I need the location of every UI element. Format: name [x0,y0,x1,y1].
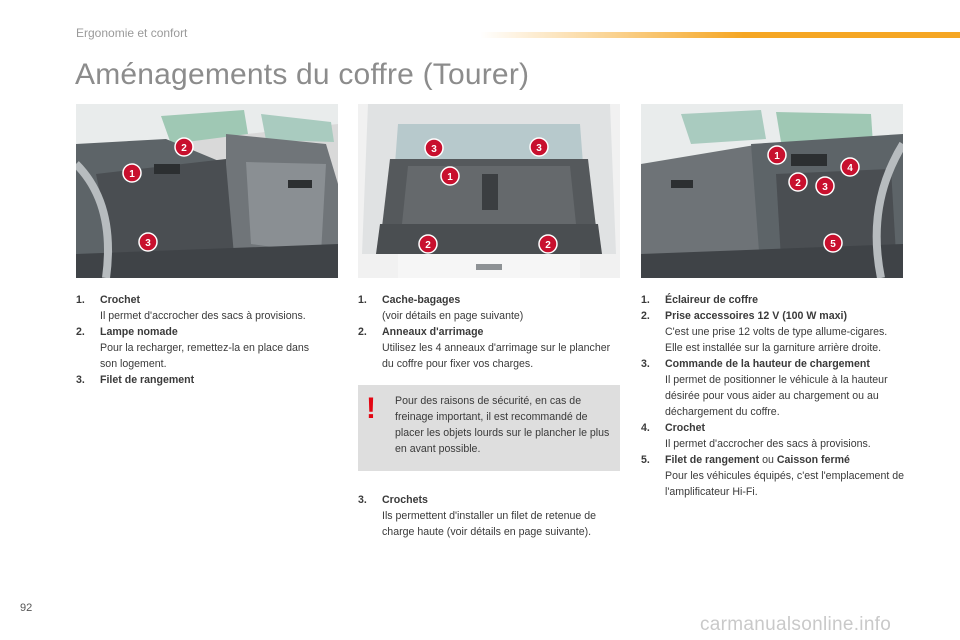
item-term-alt: Caisson fermé [776,454,850,466]
item-term: Filet de rangement [665,454,760,466]
svg-text:1: 1 [447,172,453,183]
item-number: 3. [76,374,85,386]
svg-text:2: 2 [795,178,801,189]
item-number: 2. [76,326,85,338]
item-description: C'est une prise 12 volts de type allume-cigares. Elle est installée sur la garniture arrière droite. [665,326,888,354]
legend-item [641,308,905,356]
callout-badge [123,164,141,182]
legend-item [76,372,316,388]
legend-item [641,292,905,308]
item-number: 2. [641,310,650,322]
item-number: 5. [641,454,650,466]
warning-text: Pour des raisons de sécurité, en cas de freinage important, il est recommandé de placer les objets lourds sur le plancher le plus en avant possible. [395,395,610,455]
legend-column-middle-bottom [358,492,620,540]
section-header: Ergonomie et confort [76,26,188,40]
callout-badge [175,138,193,156]
item-term: Commande de la hauteur de chargement [665,358,870,370]
svg-text:3: 3 [431,144,437,155]
svg-text:3: 3 [145,238,151,249]
legend-column-left [76,292,316,388]
item-number: 3. [358,494,367,506]
watermark: carmanualsonline.info [700,614,892,635]
legend-item [358,292,620,324]
header-accent-line [480,32,960,38]
item-term: Prise accessoires 12 V (100 W maxi) [665,310,847,322]
callout-badge [816,177,834,195]
svg-text:4: 4 [847,163,853,174]
item-term: Anneaux d'arrimage [382,326,484,338]
item-number: 1. [641,294,650,306]
svg-text:5: 5 [830,239,836,250]
page-number: 92 [20,602,33,614]
callout-badge [139,233,157,251]
callout-badge [419,235,437,253]
legend-item [76,292,316,324]
svg-text:1: 1 [129,169,135,180]
item-description: (voir détails en page suivante) [382,310,524,322]
svg-text:3: 3 [536,143,542,154]
svg-text:1: 1 [774,151,780,162]
item-description: Il permet de positionner le véhicule à la hauteur désirée pour vous aider au chargement ou au déchargement du coffre. [665,374,888,418]
callout-badge [530,138,548,156]
item-term: Lampe nomade [100,326,178,338]
trunk-photo-middle [358,104,620,278]
callout-badge [441,167,459,185]
item-description: Il permet d'accrocher des sacs à provisions. [100,310,306,322]
legend-item [641,356,905,420]
callout-badge [425,139,443,157]
item-number: 1. [76,294,85,306]
trunk-photo-right [641,104,903,278]
item-term: Éclaireur de coffre [665,294,759,306]
item-description: Pour la recharger, remettez-la en place dans son logement. [100,342,310,370]
svg-text:3: 3 [822,182,828,193]
legend-column-right [641,292,905,500]
callout-badge [824,234,842,252]
callout-badge [539,235,557,253]
item-description: Ils permettent d'installer un filet de retenue de charge haute (voir détails en page suivante). [382,510,597,538]
item-term: Filet de rangement [100,374,195,386]
item-number: 3. [641,358,650,370]
trunk-photo-left [76,104,338,278]
item-term: Crochet [100,294,141,306]
item-description: Pour les véhicules équipés, c'est l'emplacement de l'amplificateur Hi-Fi. [665,470,905,498]
legend-item [358,324,620,372]
item-connector: ou [762,454,774,466]
callout-badge [789,173,807,191]
legend-item [358,492,620,540]
item-term: Crochet [665,422,706,434]
legend-item [641,420,905,452]
legend-column-middle [358,292,620,372]
item-number: 4. [641,422,650,434]
legend-item [641,452,905,500]
safety-warning-box [358,385,620,471]
page-title: Aménagements du coffre (Tourer) [75,58,530,91]
item-number: 1. [358,294,367,306]
warning-icon: ! [366,392,376,425]
svg-text:2: 2 [425,240,431,251]
item-number: 2. [358,326,367,338]
callout-badge [841,158,859,176]
item-description: Il permet d'accrocher des sacs à provisions. [665,438,871,450]
legend-item [76,324,316,372]
svg-text:2: 2 [181,143,187,154]
item-description: Utilisez les 4 anneaux d'arrimage sur le plancher du coffre pour fixer vos charges. [382,342,611,370]
svg-text:2: 2 [545,240,551,251]
item-term: Cache-bagages [382,294,461,306]
item-term: Crochets [382,494,428,506]
callout-badge [768,146,786,164]
